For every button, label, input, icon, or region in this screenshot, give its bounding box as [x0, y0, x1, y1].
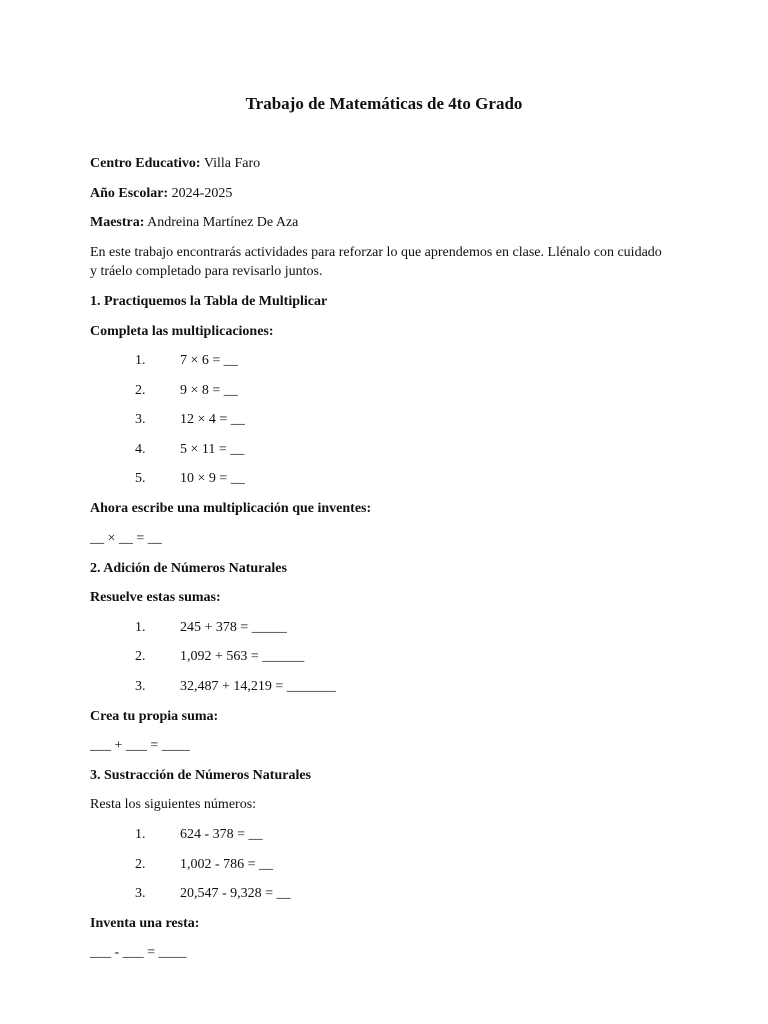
- teacher-label: Maestra:: [90, 215, 145, 230]
- list-item: 20,547 - 9,328 = __: [180, 886, 291, 901]
- list-item-number: 2.: [135, 857, 146, 872]
- school-label: Centro Educativo:: [90, 156, 201, 171]
- school-line: [90, 154, 260, 174]
- section3-invent-prompt: Inventa una resta:: [90, 916, 200, 931]
- list-item-number: 4.: [135, 442, 146, 457]
- list-item: 5 × 11 = __: [180, 442, 245, 457]
- section2-invent-prompt: Crea tu propia suma:: [90, 709, 219, 724]
- list-item-number: 3.: [135, 679, 146, 694]
- year-label: Año Escolar:: [90, 186, 169, 201]
- section2-invent-blank: ___ + ___ = ____: [90, 738, 190, 753]
- year-value: 2024-2025: [171, 186, 233, 201]
- list-item: 624 - 378 = __: [180, 827, 263, 842]
- school-value: Villa Faro: [203, 156, 261, 171]
- section1-invent-prompt: Ahora escribe una multiplicación que inventes:: [90, 501, 372, 516]
- section3-instruction: Resta los siguientes números:: [90, 797, 257, 812]
- section3-invent-blank: ___ - ___ = ____: [90, 945, 187, 960]
- year-line: [90, 184, 232, 204]
- list-item-number: 2.: [135, 649, 146, 664]
- list-item-number: 1.: [135, 353, 146, 368]
- section1-heading: 1. Practiquemos la Tabla de Multiplicar: [90, 294, 328, 309]
- list-item-number: 2.: [135, 383, 146, 398]
- list-item: 1,092 + 563 = ______: [180, 649, 305, 664]
- list-item-number: 1.: [135, 620, 146, 635]
- section2-heading: 2. Adición de Números Naturales: [90, 561, 287, 576]
- section1-invent-blank: __ × __ = __: [90, 531, 162, 546]
- list-item: 12 × 4 = __: [180, 412, 245, 427]
- list-item: 9 × 8 = __: [180, 383, 238, 398]
- list-item-number: 3.: [135, 886, 146, 901]
- teacher-value: Andreina Martínez De Aza: [147, 215, 299, 230]
- list-item-number: 1.: [135, 827, 146, 842]
- list-item-number: 5.: [135, 471, 146, 486]
- list-item: 10 × 9 = __: [180, 471, 245, 486]
- teacher-line: [90, 213, 298, 233]
- intro-paragraph: En este trabajo encontrarás actividades para reforzar lo que aprendemos en clase. Llénalo con cuidado y tráelo completado para revisarlo juntos.: [90, 245, 662, 279]
- list-item-number: 3.: [135, 412, 146, 427]
- list-item: 7 × 6 = __: [180, 353, 238, 368]
- section2-instruction: Resuelve estas sumas:: [90, 590, 221, 605]
- section3-heading: 3. Sustracción de Números Naturales: [90, 768, 312, 783]
- section1-instruction: Completa las multiplicaciones:: [90, 324, 274, 339]
- list-item: 1,002 - 786 = __: [180, 857, 274, 872]
- document-title: Trabajo de Matemáticas de 4to Grado: [245, 94, 523, 113]
- list-item: 245 + 378 = _____: [180, 620, 287, 635]
- list-item: 32,487 + 14,219 = _______: [180, 679, 336, 694]
